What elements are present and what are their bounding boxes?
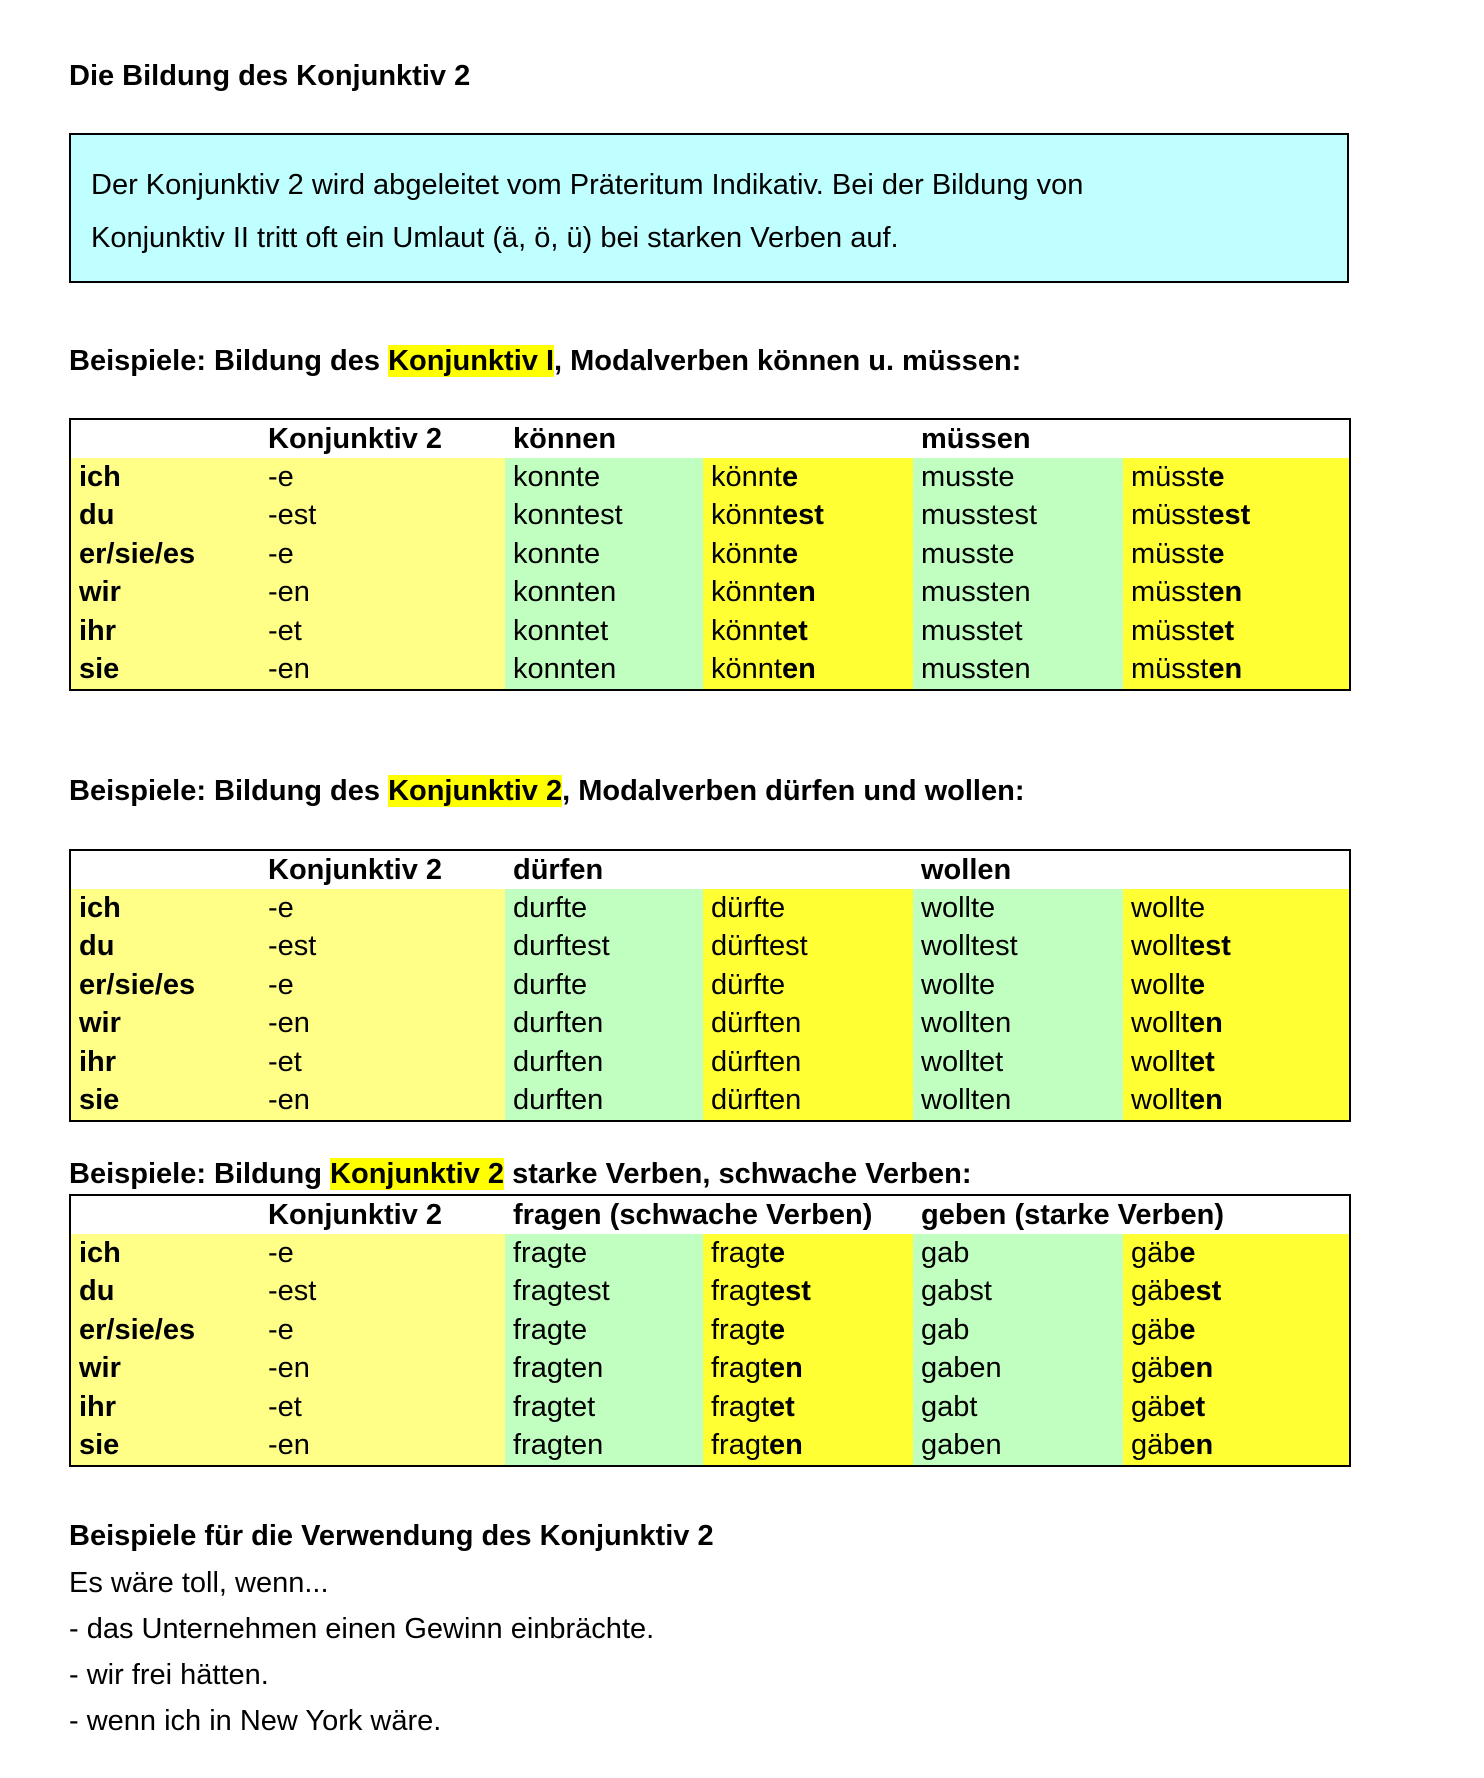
- ending-bold: et: [769, 1390, 795, 1423]
- section-heading-2-highlight: Konjunktiv 2: [388, 775, 563, 807]
- stem: könnt: [711, 460, 782, 493]
- conjugation-table-koennen-muessen: [69, 418, 1351, 691]
- praeteritum-cell-2: musstet: [913, 612, 1123, 651]
- usage-line: - das Unternehmen einen Gewinn einbrächte.: [69, 1613, 655, 1645]
- konjunktiv-cell-1: [703, 966, 913, 1005]
- header-empty: [70, 850, 260, 889]
- praeteritum-cell-2: musstest: [913, 497, 1123, 536]
- pronoun-cell: wir: [70, 1005, 260, 1044]
- table-row: [70, 651, 1350, 691]
- praeteritum-cell-2: gabt: [913, 1388, 1123, 1427]
- ending-bold: en: [1208, 653, 1243, 686]
- pronoun-cell: ich: [70, 1234, 260, 1273]
- stem: dürften: [711, 1007, 802, 1040]
- stem: fragt: [711, 1390, 770, 1423]
- stem: gäb: [1131, 1390, 1180, 1423]
- konjunktiv-cell-2: [1123, 889, 1350, 928]
- table-row: [70, 1005, 1350, 1044]
- section-heading-2: [69, 775, 1024, 808]
- praeteritum-cell-1: durftest: [505, 928, 703, 967]
- praeteritum-cell-2: wollten: [913, 1005, 1123, 1044]
- stem: fragt: [711, 1429, 770, 1462]
- stem: wollt: [1131, 1007, 1190, 1040]
- konjunktiv-cell-1: [703, 458, 913, 497]
- pronoun-cell: ich: [70, 889, 260, 928]
- header-verb-1: können: [505, 419, 913, 458]
- ending-bold: e: [781, 537, 799, 570]
- stem: könnt: [711, 614, 782, 647]
- table-row: [70, 535, 1350, 574]
- praeteritum-cell-2: gabst: [913, 1273, 1123, 1312]
- ending-cell: -e: [260, 889, 505, 928]
- ending-bold: en: [1189, 1007, 1223, 1040]
- konjunktiv-cell-1: [703, 651, 913, 691]
- header-konjunktiv: Konjunktiv 2: [260, 1195, 505, 1234]
- intro-line-2: Konjunktiv II tritt oft ein Umlaut (ä, ö, ü) bei starken Verben auf.: [91, 222, 899, 254]
- stem: fragt: [711, 1236, 770, 1269]
- ending-cell: -en: [260, 1005, 505, 1044]
- praeteritum-cell-2: gaben: [913, 1350, 1123, 1389]
- konjunktiv-cell-1: [703, 1273, 913, 1312]
- ending-bold: e: [781, 460, 799, 493]
- ending-cell: -en: [260, 1427, 505, 1467]
- ending-bold: e: [1189, 968, 1206, 1001]
- ending-cell: -et: [260, 612, 505, 651]
- stem: fragt: [711, 1313, 770, 1346]
- table-row: [70, 1234, 1350, 1273]
- table-row: [70, 612, 1350, 651]
- section-heading-3: [69, 1158, 972, 1191]
- ending-bold: e: [1179, 1236, 1196, 1269]
- pronoun-cell: er/sie/es: [70, 966, 260, 1005]
- ending-bold: e: [1208, 537, 1225, 570]
- konjunktiv-cell-1: [703, 1388, 913, 1427]
- intro-box: [69, 133, 1349, 283]
- conjugation-table-fragen-geben: [69, 1194, 1351, 1467]
- stem: gäb: [1131, 1275, 1180, 1308]
- table-row: [70, 1311, 1350, 1350]
- table-row: [70, 1350, 1350, 1389]
- praeteritum-cell-1: fragte: [505, 1234, 703, 1273]
- table-row: [70, 1427, 1350, 1467]
- section-heading-3-pre: Beispiele: Bildung: [69, 1158, 331, 1190]
- konjunktiv-cell-2: [1123, 1350, 1350, 1389]
- header-empty: [70, 1195, 260, 1234]
- konjunktiv-cell-2: [1123, 574, 1350, 613]
- stem: fragt: [711, 1352, 770, 1385]
- table-row: [70, 458, 1350, 497]
- section-heading-1: [69, 345, 1021, 378]
- stem: wollt: [1131, 1084, 1190, 1117]
- stem: müsst: [1131, 614, 1209, 647]
- konjunktiv-cell-2: [1123, 1043, 1350, 1082]
- konjunktiv-cell-2: [1123, 535, 1350, 574]
- praeteritum-cell-2: wolltet: [913, 1043, 1123, 1082]
- ending-bold: est: [1189, 930, 1231, 963]
- stem: dürften: [711, 1084, 802, 1117]
- stem: fragt: [711, 1275, 770, 1308]
- pronoun-cell: sie: [70, 651, 260, 691]
- ending-bold: et: [1208, 614, 1235, 647]
- table-row: [70, 1388, 1350, 1427]
- ending-bold: en: [1208, 576, 1243, 609]
- section-heading-3-post: starke Verben, schwache Verben:: [504, 1158, 972, 1190]
- ending-cell: -e: [260, 535, 505, 574]
- ending-bold: en: [1189, 1084, 1223, 1117]
- praeteritum-cell-2: gaben: [913, 1427, 1123, 1467]
- ending-cell: -et: [260, 1388, 505, 1427]
- konjunktiv-cell-1: [703, 1350, 913, 1389]
- praeteritum-cell-2: gab: [913, 1234, 1123, 1273]
- konjunktiv-cell-1: [703, 1427, 913, 1467]
- konjunktiv-cell-2: [1123, 1234, 1350, 1273]
- praeteritum-cell-1: fragten: [505, 1427, 703, 1467]
- ending-bold: et: [781, 614, 808, 647]
- table-header-row: [70, 419, 1350, 458]
- praeteritum-cell-1: fragtest: [505, 1273, 703, 1312]
- header-verb-2: wollen: [913, 850, 1350, 889]
- praeteritum-cell-1: durfte: [505, 966, 703, 1005]
- stem: müsst: [1131, 653, 1209, 686]
- pronoun-cell: sie: [70, 1082, 260, 1122]
- conjugation-table-duerfen-wollen: [69, 849, 1351, 1122]
- praeteritum-cell-1: durften: [505, 1043, 703, 1082]
- table-row: [70, 1082, 1350, 1122]
- konjunktiv-cell-1: [703, 1005, 913, 1044]
- konjunktiv-cell-2: [1123, 1273, 1350, 1312]
- konjunktiv-cell-1: [703, 1311, 913, 1350]
- header-empty: [70, 419, 260, 458]
- table-row: [70, 574, 1350, 613]
- section-heading-3-highlight: Konjunktiv 2: [330, 1158, 505, 1190]
- ending-cell: -e: [260, 966, 505, 1005]
- ending-cell: -en: [260, 1350, 505, 1389]
- konjunktiv-cell-1: [703, 497, 913, 536]
- konjunktiv-cell-2: [1123, 1082, 1350, 1122]
- ending-bold: en: [1179, 1429, 1214, 1462]
- ending-bold: e: [1208, 460, 1225, 493]
- pronoun-cell: ich: [70, 458, 260, 497]
- usage-line: - wenn ich in New York wäre.: [69, 1705, 442, 1737]
- konjunktiv-cell-2: [1123, 1388, 1350, 1427]
- stem: dürfte: [711, 968, 786, 1001]
- stem: gäb: [1131, 1352, 1180, 1385]
- stem: müsst: [1131, 499, 1209, 532]
- konjunktiv-cell-1: [703, 928, 913, 967]
- praeteritum-cell-2: wolltest: [913, 928, 1123, 967]
- pronoun-cell: er/sie/es: [70, 1311, 260, 1350]
- table-row: [70, 889, 1350, 928]
- table-row: [70, 1273, 1350, 1312]
- praeteritum-cell-2: musste: [913, 458, 1123, 497]
- header-verb-1: dürfen: [505, 850, 913, 889]
- header-konjunktiv: Konjunktiv 2: [260, 419, 505, 458]
- section-heading-2-post: , Modalverben dürfen und wollen:: [562, 775, 1025, 807]
- praeteritum-cell-2: wollte: [913, 966, 1123, 1005]
- stem: wollte: [1131, 891, 1206, 924]
- table-header-row: [70, 850, 1350, 889]
- pronoun-cell: du: [70, 928, 260, 967]
- usage-line: Es wäre toll, wenn...: [69, 1567, 329, 1599]
- ending-cell: -en: [260, 574, 505, 613]
- stem: wollt: [1131, 968, 1190, 1001]
- ending-bold: est: [769, 1275, 811, 1308]
- ending-bold: est: [1179, 1275, 1222, 1308]
- stem: könnt: [711, 576, 782, 609]
- praeteritum-cell-1: fragte: [505, 1311, 703, 1350]
- konjunktiv-cell-1: [703, 574, 913, 613]
- pronoun-cell: ihr: [70, 1388, 260, 1427]
- section-heading-1-highlight: Konjunktiv I: [388, 345, 555, 377]
- stem: könnt: [711, 653, 782, 686]
- ending-cell: -est: [260, 1273, 505, 1312]
- ending-cell: -en: [260, 1082, 505, 1122]
- ending-bold: e: [769, 1313, 786, 1346]
- ending-cell: -e: [260, 1234, 505, 1273]
- praeteritum-cell-2: musste: [913, 535, 1123, 574]
- konjunktiv-cell-2: [1123, 966, 1350, 1005]
- table-row: [70, 1043, 1350, 1082]
- stem: könnt: [711, 499, 782, 532]
- page-title: Die Bildung des Konjunktiv 2: [69, 60, 471, 92]
- praeteritum-cell-1: durften: [505, 1005, 703, 1044]
- konjunktiv-cell-1: [703, 1043, 913, 1082]
- ending-cell: -et: [260, 1043, 505, 1082]
- konjunktiv-cell-1: [703, 1082, 913, 1122]
- stem: müsst: [1131, 460, 1209, 493]
- pronoun-cell: du: [70, 497, 260, 536]
- table-row: [70, 497, 1350, 536]
- praeteritum-cell-1: durfte: [505, 889, 703, 928]
- ending-bold: en: [781, 576, 816, 609]
- stem: müsst: [1131, 537, 1209, 570]
- ending-bold: et: [1179, 1390, 1206, 1423]
- konjunktiv-cell-2: [1123, 1427, 1350, 1467]
- praeteritum-cell-2: wollten: [913, 1082, 1123, 1122]
- section-heading-2-pre: Beispiele: Bildung des: [69, 775, 389, 807]
- praeteritum-cell-1: fragten: [505, 1350, 703, 1389]
- praeteritum-cell-2: mussten: [913, 651, 1123, 691]
- ending-bold: et: [1189, 1045, 1215, 1078]
- ending-bold: en: [1179, 1352, 1214, 1385]
- praeteritum-cell-1: konntest: [505, 497, 703, 536]
- ending-cell: -est: [260, 928, 505, 967]
- konjunktiv-cell-2: [1123, 497, 1350, 536]
- ending-bold: en: [769, 1352, 803, 1385]
- section-heading-1-pre: Beispiele: Bildung des: [69, 345, 389, 377]
- pronoun-cell: wir: [70, 574, 260, 613]
- praeteritum-cell-1: durften: [505, 1082, 703, 1122]
- stem: dürften: [711, 1045, 802, 1078]
- ending-bold: en: [769, 1429, 803, 1462]
- section-heading-1-post: , Modalverben können u. müssen:: [554, 345, 1022, 377]
- pronoun-cell: er/sie/es: [70, 535, 260, 574]
- usage-line: - wir frei hätten.: [69, 1659, 269, 1691]
- konjunktiv-cell-1: [703, 612, 913, 651]
- ending-bold: est: [1208, 499, 1251, 532]
- ending-cell: -e: [260, 1311, 505, 1350]
- stem: gäb: [1131, 1429, 1180, 1462]
- stem: wollt: [1131, 1045, 1190, 1078]
- usage-heading: Beispiele für die Verwendung des Konjunktiv 2: [69, 1520, 714, 1552]
- ending-bold: e: [769, 1236, 786, 1269]
- ending-bold: est: [781, 499, 824, 532]
- pronoun-cell: wir: [70, 1350, 260, 1389]
- pronoun-cell: du: [70, 1273, 260, 1312]
- stem: wollt: [1131, 930, 1190, 963]
- praeteritum-cell-1: fragtet: [505, 1388, 703, 1427]
- stem: müsst: [1131, 576, 1209, 609]
- intro-line-1: Der Konjunktiv 2 wird abgeleitet vom Präteritum Indikativ. Bei der Bildung von: [91, 169, 1084, 201]
- ending-cell: -en: [260, 651, 505, 691]
- stem: gäb: [1131, 1236, 1180, 1269]
- table-header-row: [70, 1195, 1350, 1234]
- konjunktiv-cell-1: [703, 535, 913, 574]
- praeteritum-cell-2: wollte: [913, 889, 1123, 928]
- stem: könnt: [711, 537, 782, 570]
- konjunktiv-cell-2: [1123, 612, 1350, 651]
- header-verb-2: müssen: [913, 419, 1350, 458]
- header-verb-1: fragen (schwache Verben): [505, 1195, 913, 1234]
- header-konjunktiv: Konjunktiv 2: [260, 850, 505, 889]
- konjunktiv-cell-1: [703, 1234, 913, 1273]
- table-row: [70, 966, 1350, 1005]
- stem: dürftest: [711, 930, 808, 963]
- pronoun-cell: ihr: [70, 612, 260, 651]
- konjunktiv-cell-2: [1123, 651, 1350, 691]
- praeteritum-cell-1: konnte: [505, 458, 703, 497]
- praeteritum-cell-1: konnten: [505, 651, 703, 691]
- konjunktiv-cell-2: [1123, 1311, 1350, 1350]
- stem: gäb: [1131, 1313, 1180, 1346]
- konjunktiv-cell-2: [1123, 458, 1350, 497]
- table-row: [70, 928, 1350, 967]
- konjunktiv-cell-1: [703, 889, 913, 928]
- konjunktiv-cell-2: [1123, 928, 1350, 967]
- praeteritum-cell-1: konnten: [505, 574, 703, 613]
- praeteritum-cell-1: konntet: [505, 612, 703, 651]
- pronoun-cell: sie: [70, 1427, 260, 1467]
- ending-bold: en: [781, 653, 816, 686]
- praeteritum-cell-1: konnte: [505, 535, 703, 574]
- praeteritum-cell-2: mussten: [913, 574, 1123, 613]
- ending-bold: e: [1179, 1313, 1196, 1346]
- praeteritum-cell-2: gab: [913, 1311, 1123, 1350]
- ending-cell: -e: [260, 458, 505, 497]
- ending-cell: -est: [260, 497, 505, 536]
- header-verb-2: geben (starke Verben): [913, 1195, 1350, 1234]
- stem: dürfte: [711, 891, 786, 924]
- pronoun-cell: ihr: [70, 1043, 260, 1082]
- konjunktiv-cell-2: [1123, 1005, 1350, 1044]
